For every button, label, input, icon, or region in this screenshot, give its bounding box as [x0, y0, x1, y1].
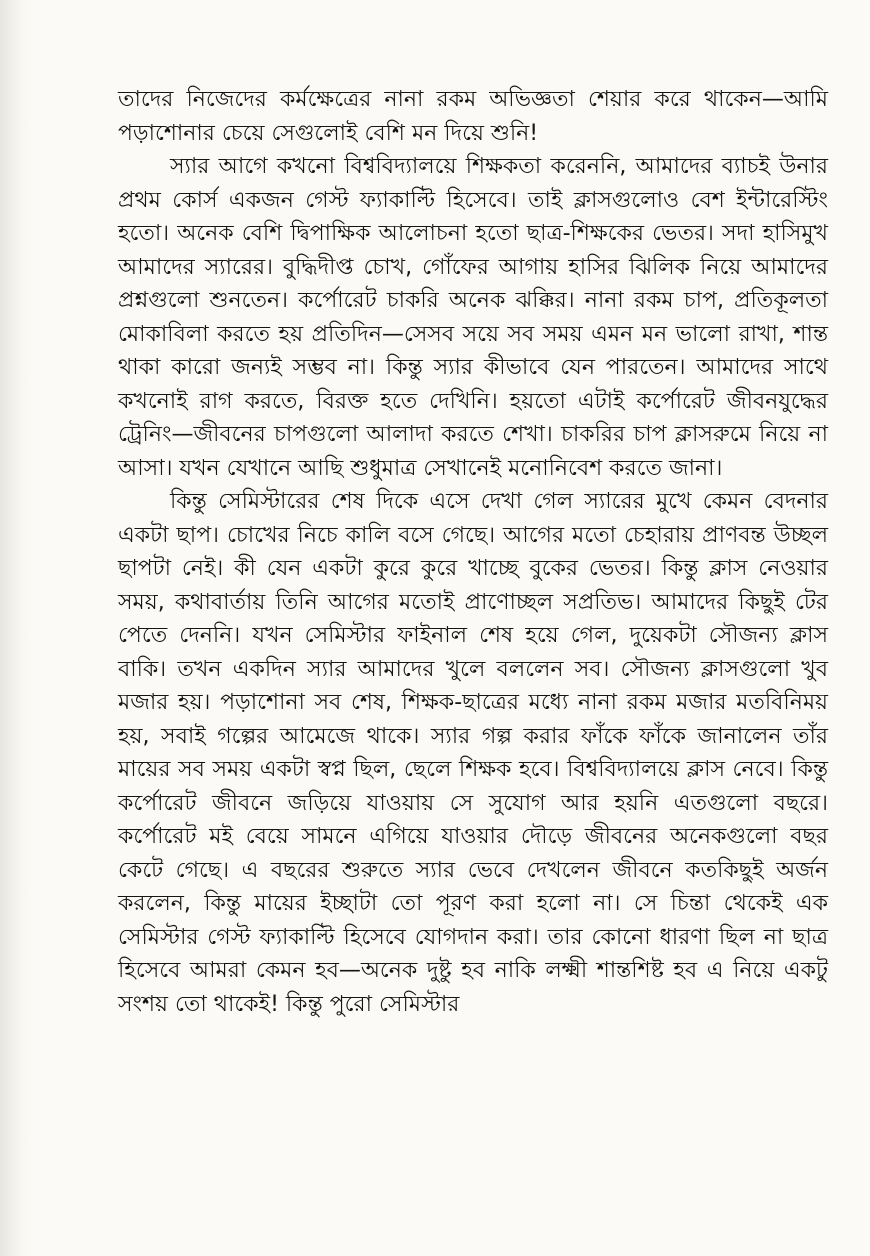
- paragraph-1: তাদের নিজেদের কর্মক্ষেত্রের নানা রকম অভিজ্ঞতা শেয়ার করে থাকেন—আমি পড়াশোনার চেয়ে সেগুলোই বেশি মন দিয়ে শুনি!: [118, 87, 828, 146]
- page-edge-shadow: [0, 0, 30, 1256]
- body-text: [118, 83, 828, 1021]
- paragraph-3: কিন্তু সেমিস্টারের শেষ দিকে এসে দেখা গেল স্যারের মুখে কেমন বেদনার একটা ছাপ। চোখের নিচে কালি বসে গেছে। আগের মতো চেহারায় প্রাণবন্ত উচ্ছল ছাপটা নেই। কী যেন একটা কুরে কুরে খাচ্ছে বুকের ভেতর। কিন্তু ক্লাস নেওয়ার সময়, কথাবার্তায় তিনি আগের মতোই প্রাণোচ্ছল সপ্রতিভ। আমাদের কিছুই টের পেতে দেননি। যখন সেমিস্টার ফাইনাল শেষ হয়ে গেল, দুয়েকটা সৌজন্য ক্লাস বাকি। তখন একদিন স্যার আমাদের খুলে বললেন সব। সৌজন্য ক্লাসগুলো খুব মজার হয়। পড়াশোনা সব শেষ, শিক্ষক-ছাত্রের মধ্যে নানা রকম মজার মতবিনিময় হয়, সবাই গল্পের আমেজে থাকে। স্যার গল্প করার ফাঁকে ফাঁকে জানালেন তাঁর মায়ের সব সময় একটা স্বপ্ন ছিল, ছেলে শিক্ষক হবে। বিশ্ববিদ্যালয়ে ক্লাস নেবে। কিন্তু কর্পোরেট জীবনে জড়িয়ে যাওয়ায় সে সুযোগ আর হয়নি এতগুলো বছরে। কর্পোরেট মই বেয়ে সামনে এগিয়ে যাওয়ার দৌড়ে জীবনের অনেকগুলো বছর কেটে গেছে। এ বছরের শুরুতে স্যার ভেবে দেখলেন জীবনে কতকিছুই অর্জন করলেন, কিন্তু মায়ের ইচ্ছাটা তো পূরণ করা হলো না। সে চিন্তা থেকেই এক সেমিস্টার গেস্ট ফ্যাকাল্টি হিসেবে যোগদান করা। তার কোনো ধারণা ছিল না ছাত্র হিসেবে আমরা কেমন হব—অনেক দুষ্টু হব নাকি লক্ষ্মী শান্তশিষ্ট হব এ নিয়ে একটু সংশয় তো থাকেই! কিন্তু পুরো সেমিস্টার: [118, 489, 828, 1017]
- paragraph-2: স্যার আগে কখনো বিশ্ববিদ্যালয়ে শিক্ষকতা করেননি, আমাদের ব্যাচই উনার প্রথম কোর্স একজন গেস্ট ফ্যাকাল্টি হিসেবে। তাই ক্লাসগুলোও বেশ ইন্টারেস্টিং হতো। অনেক বেশি দ্বিপাক্ষিক আলোচনা হতো ছাত্র-শিক্ষকের ভেতর। সদা হাসিমুখ আমাদের স্যারের। বুদ্ধিদীপ্ত চোখ, গোঁফের আগায় হাসির ঝিলিক নিয়ে আমাদের প্রশ্নগুলো শুনতেন। কর্পোরেট চাকরি অনেক ঝক্কির। নানা রকম চাপ, প্রতিকূলতা মোকাবিলা করতে হয় প্রতিদিন—সেসব সয়ে সব সময় এমন মন ভালো রাখা, শান্ত থাকা কারো জন্যই সম্ভব না। কিন্তু স্যার কীভাবে যেন পারতেন। আমাদের সাথে কখনোই রাগ করতে, বিরক্ত হতে দেখিনি। হয়তো এটাই কর্পোরেট জীবনযুদ্ধের ট্রেনিং—জীবনের চাপগুলো আলাদা করতে শেখা। চাকরির চাপ ক্লাসরুমে নিয়ে না আসা। যখন যেখানে আছি শুধুমাত্র সেখানেই মনোনিবেশ করতে জানা।: [118, 154, 828, 481]
